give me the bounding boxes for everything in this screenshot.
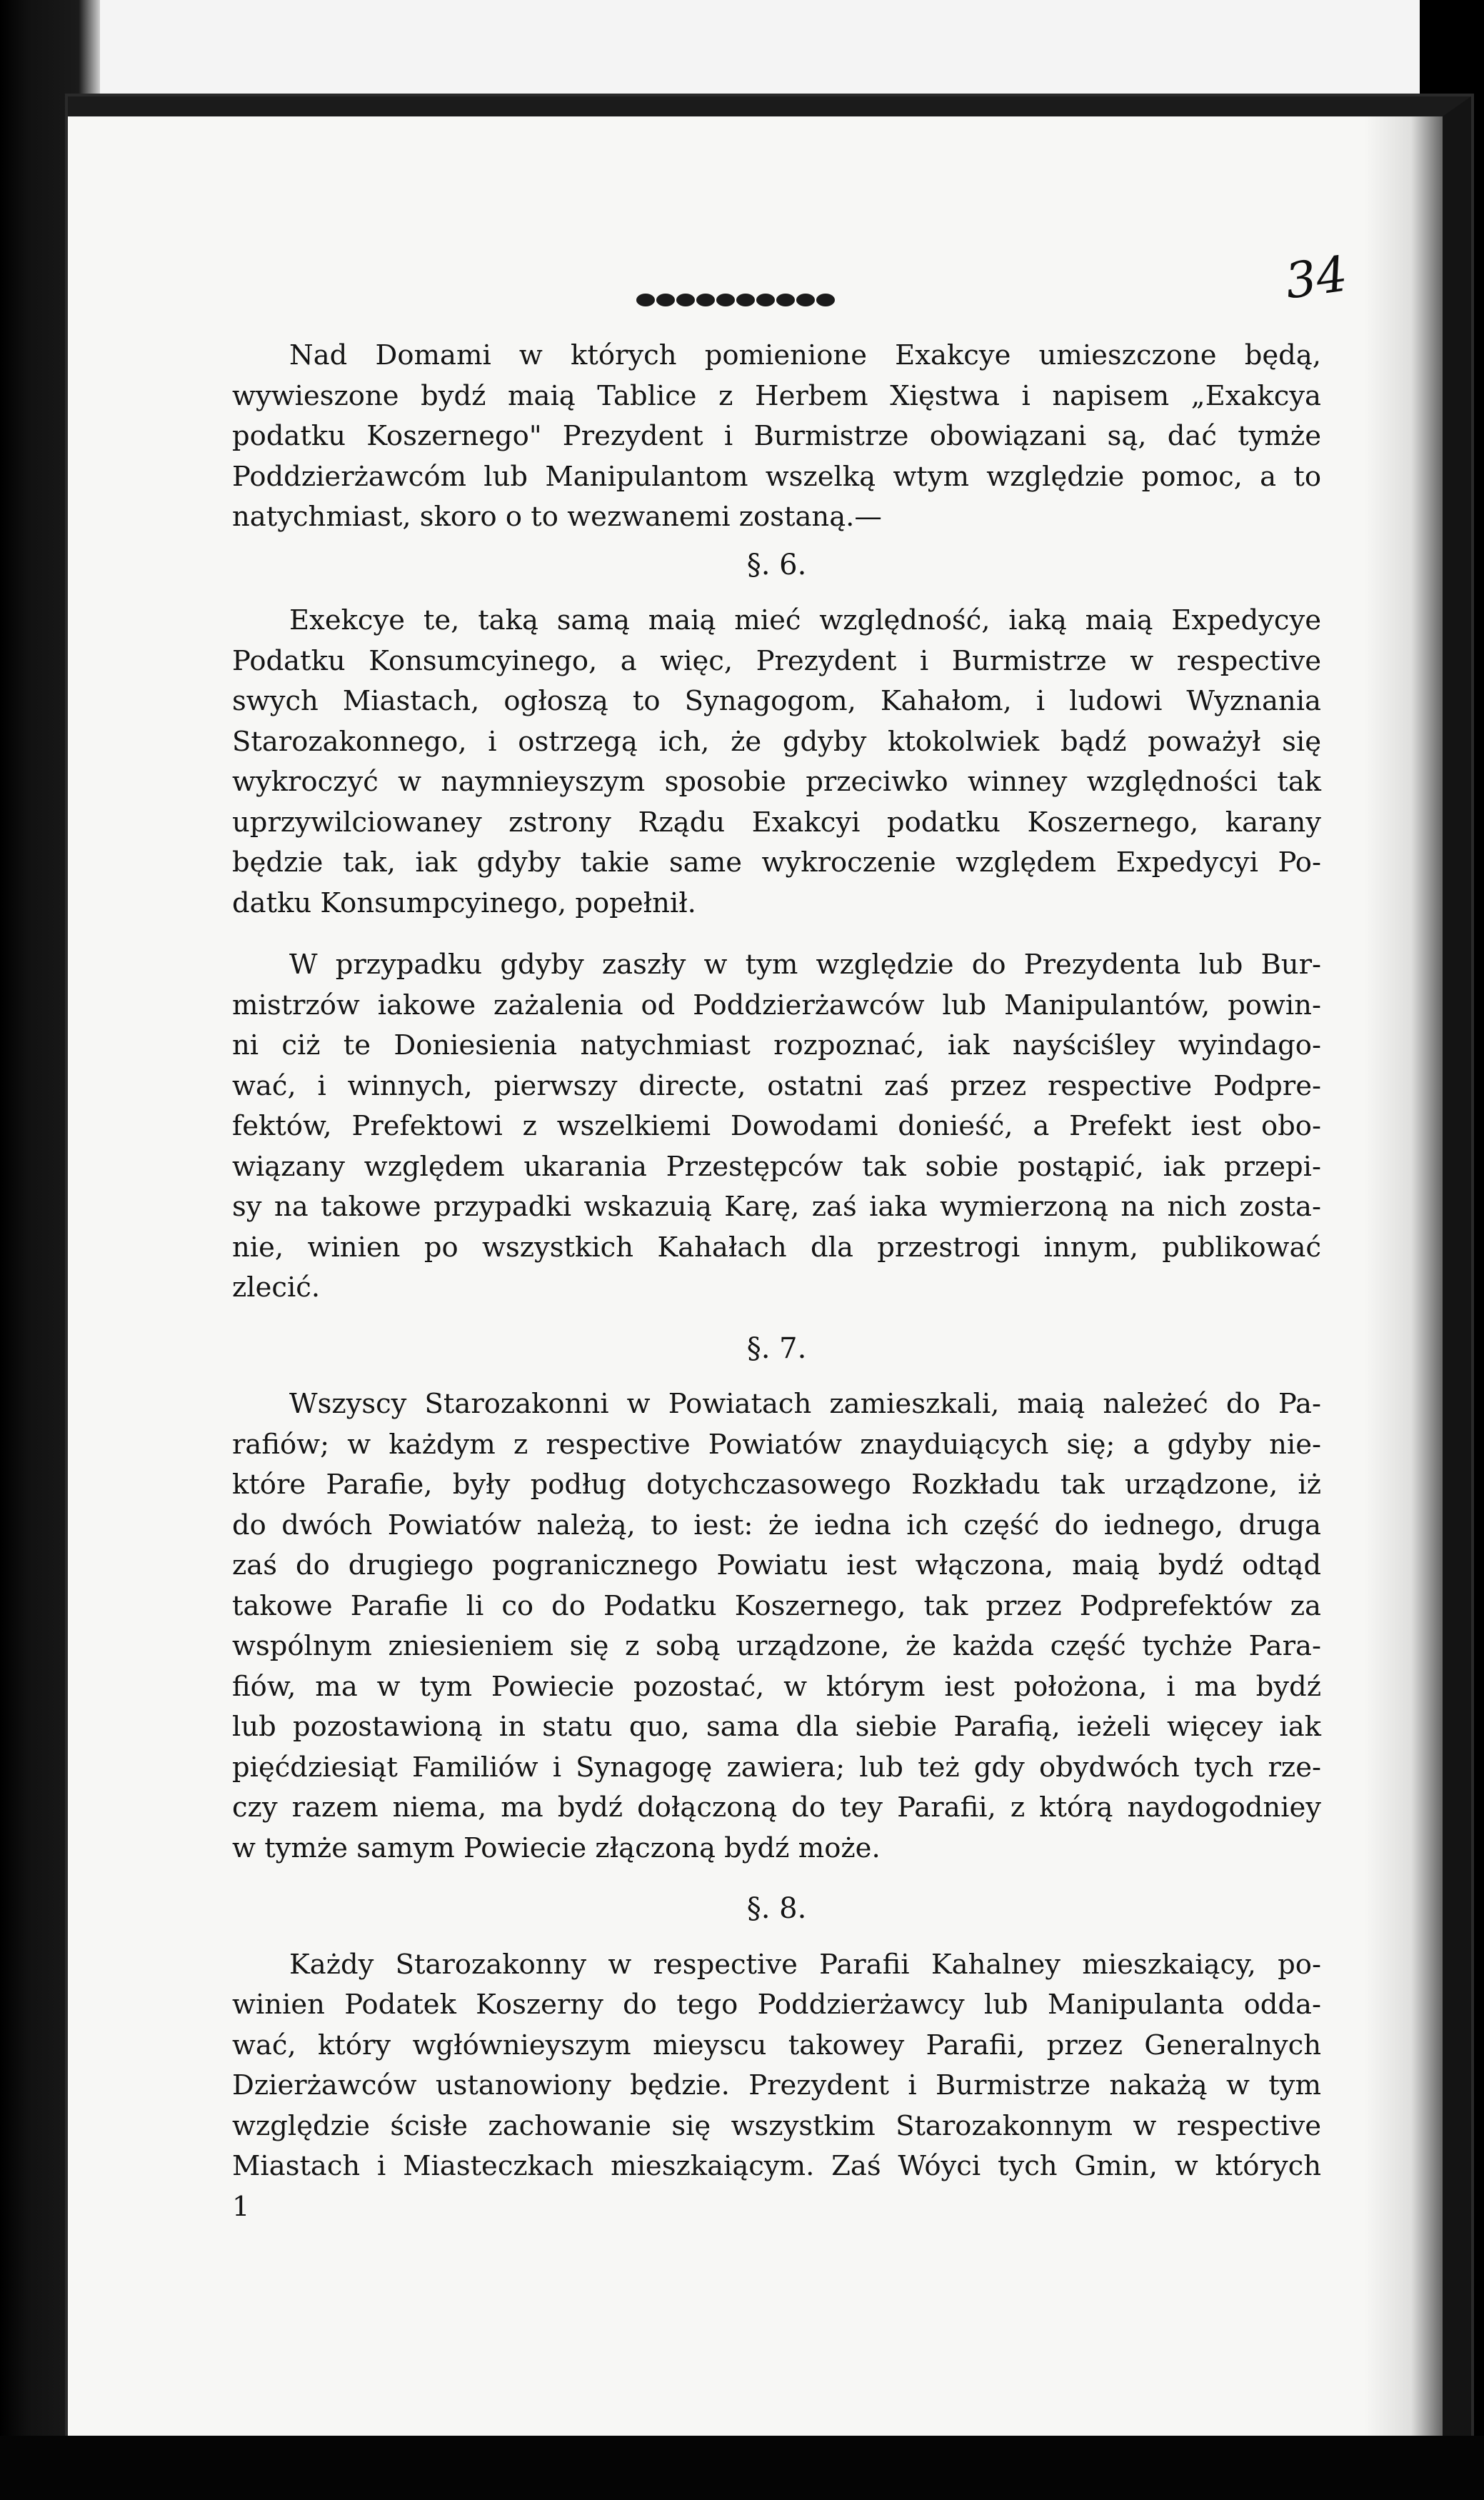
paragraph-4 bbox=[232, 1384, 1321, 1869]
paragraph-1 bbox=[232, 336, 1321, 538]
underlying-page-edge bbox=[100, 0, 1471, 100]
text-line: mistrzów iakowe zażalenia od Poddzierżawców lub Manipulantów, powin- bbox=[232, 989, 1321, 1021]
ornament-divider bbox=[628, 289, 843, 311]
text-line: wspólnym zniesieniem się z sobą urządzone, że każda część tychże Para- bbox=[232, 1630, 1321, 1662]
text-line: ni ciż te Doniesienia natychmiast rozpoznać, iak nayściśley wyindago- bbox=[232, 1029, 1321, 1061]
text-line: W przypadku gdyby zaszły w tym względzie do Prezydenta lub Bur- bbox=[289, 949, 1321, 981]
text-line: w tymże samym Powiecie złączoną bydź może. bbox=[232, 1831, 881, 1864]
text-line: zaś do drugiego pogranicznego Powiatu iest włączona, maią bydź odtąd bbox=[232, 1549, 1321, 1581]
text-line: Podatku Konsumcyinego, a więc, Prezydent i Burmistrze w respective bbox=[232, 644, 1321, 677]
section-heading-6: §. 6. bbox=[746, 548, 807, 581]
text-line: które Parafie, były podług dotychczasowego Rozkładu tak urządzone, iż bbox=[232, 1469, 1321, 1501]
section-heading-7: §. 7. bbox=[746, 1331, 807, 1365]
text-line: wywieszone bydź maią Tablice z Herbem Xięstwa i napisem „Exakcya bbox=[232, 379, 1321, 412]
text-line: sy na takowe przypadki wskazuią Karę, zaś iaka wymierzoną na nich zosta- bbox=[232, 1191, 1321, 1223]
section-heading-8: §. 8. bbox=[746, 1892, 807, 1925]
document-body bbox=[232, 336, 1321, 2227]
text-line: Wszyscy Starozakonni w Powiatach zamieszkali, maią należeć do Pa- bbox=[289, 1388, 1321, 1420]
bottom-dark-margin bbox=[0, 2436, 1484, 2500]
text-line: winien Podatek Koszerny do tego Poddzierżawcy lub Manipulanta odda- bbox=[232, 1989, 1321, 2021]
page-number: 34 bbox=[1281, 246, 1351, 311]
text-line: datku Konsumpcyinego, popełnił. bbox=[232, 886, 696, 919]
text-line: fektów, Prefektowi z wszelkiemi Dowodami donieść, a Prefekt iest obo- bbox=[232, 1110, 1321, 1142]
text-line: wać, który wgłównieyszym mieyscu takowey Parafii, przez Generalnych bbox=[232, 2029, 1321, 2061]
paragraph-3 bbox=[232, 945, 1321, 1309]
text-line: Starozakonnego, i ostrzegą ich, że gdyby ktokolwiek bądź poważył się bbox=[232, 725, 1321, 758]
text-line: swych Miastach, ogłoszą to Synagogom, Kahałom, i ludowi Wyznania bbox=[232, 685, 1321, 717]
paragraph-5 bbox=[232, 1945, 1321, 2187]
text-line: fiów, ma w tym Powiecie pozostać, w którym iest położona, i ma bydź bbox=[232, 1670, 1321, 1703]
text-line: wać, i winnych, pierwszy directe, ostatni zaś przez respective Podpre- bbox=[232, 1069, 1321, 1102]
text-line: czy razem niema, ma bydź dołączoną do tey Parafii, z którą naydogodniey bbox=[232, 1791, 1321, 1824]
text-line: natychmiast, skoro o to wezwanemi zostaną.— bbox=[232, 501, 882, 533]
text-line: Poddzierżawcóm lub Manipulantom wszelką wtym względzie pomoc, a to bbox=[232, 460, 1321, 493]
catchword: 1 bbox=[232, 2190, 250, 2223]
text-line: uprzywilciowaney zstrony Rządu Exakcyi podatku Koszernego, karany bbox=[232, 806, 1321, 839]
text-line: Dzierżawców ustanowiony będzie. Prezydent i Burmistrze nakażą w tym bbox=[232, 2069, 1321, 2101]
text-line: nie, winien po wszystkich Kahałach dla przestrogi innym, publikować bbox=[232, 1231, 1321, 1264]
text-line: wiązany względem ukarania Przestępców tak sobie postąpić, iak przepi- bbox=[232, 1150, 1321, 1183]
text-line: lub pozostawioną in statu quo, sama dla siebie Parafią, ieżeli więcey iak bbox=[232, 1711, 1321, 1743]
text-line: takowe Parafie li co do Podatku Koszernego, tak przez Podprefektów za bbox=[232, 1589, 1321, 1622]
text-line: Każdy Starozakonny w respective Parafii Kahalney mieszkaiący, po- bbox=[289, 1948, 1321, 1981]
text-line: Miastach i Miasteczkach mieszkaiącym. Zaś Wóyci tych Gmin, w których bbox=[232, 2150, 1321, 2182]
text-line: pięćdziesiąt Familiów i Synagogę zawiera; lub też gdy obydwóch tych rze- bbox=[232, 1751, 1321, 1784]
text-line: Exekcye te, taką samą maią mieć względność, iaką maią Expedycye bbox=[289, 604, 1321, 636]
text-line: Nad Domami w których pomienione Exakcye umieszczone będą, bbox=[289, 339, 1321, 371]
text-line: do dwóch Powiatów należą, to iest: że iedna ich część do iednego, druga bbox=[232, 1509, 1321, 1541]
text-line: rafiów; w każdym z respective Powiatów znayduiących się; a gdyby nie- bbox=[232, 1428, 1321, 1461]
sheet-curl-shadow bbox=[1364, 116, 1443, 2459]
paragraph-2 bbox=[232, 601, 1321, 924]
text-line: wykroczyć w naymnieyszym sposobie przeciwko winney względności tak bbox=[232, 766, 1321, 798]
text-line: zlecić. bbox=[232, 1271, 321, 1304]
text-line: względzie ścisłe zachowanie się wszystkim Starozakonnym w respective bbox=[232, 2109, 1321, 2142]
text-line: będzie tak, iak gdyby takie same wykroczenie względem Expedycyi Po- bbox=[232, 846, 1321, 879]
text-line: podatku Koszernego" Prezydent i Burmistrze obowiązani są, dać tymże bbox=[232, 420, 1321, 452]
